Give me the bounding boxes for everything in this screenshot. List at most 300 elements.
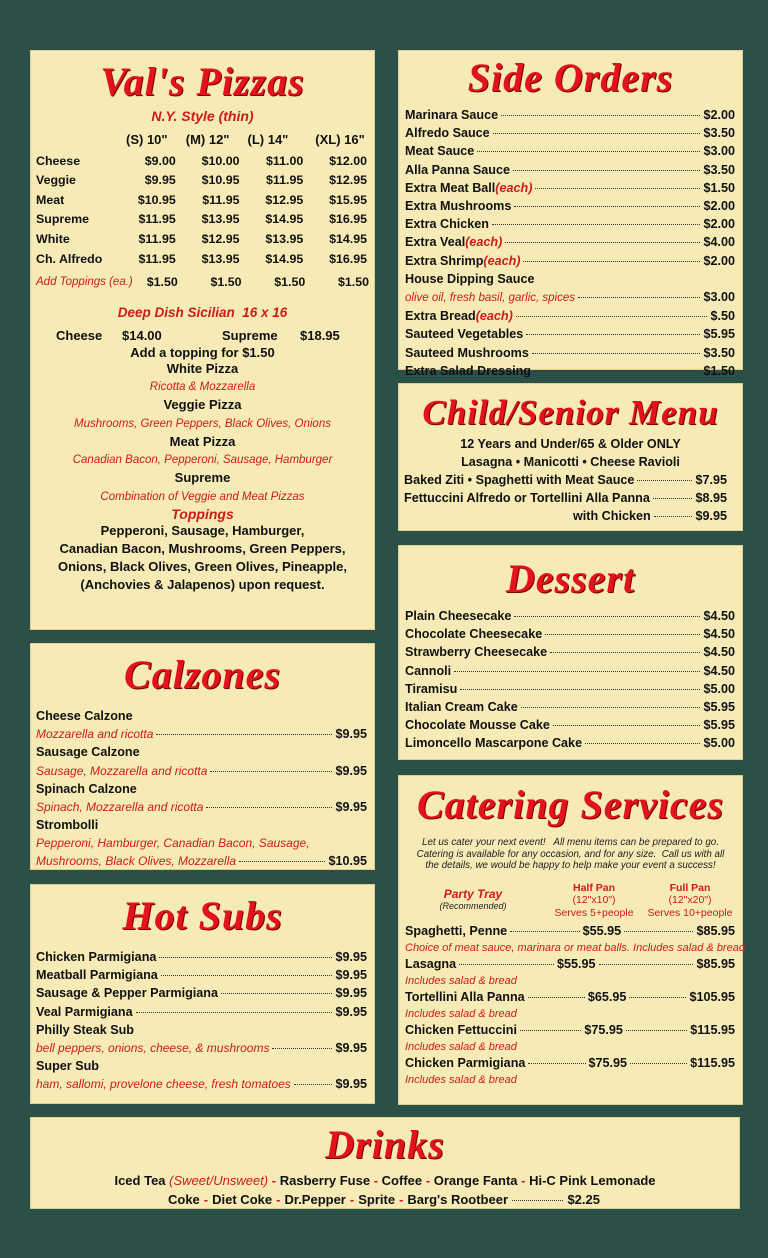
- catering-item-desc: Includes salad & bread: [405, 1073, 517, 1086]
- catering-list: [405, 923, 745, 1088]
- catering-full-price: $85.95: [696, 924, 736, 938]
- dessert-item: [405, 643, 735, 661]
- dessert-item: [405, 698, 735, 716]
- stromboli-price: $10.95: [328, 854, 367, 869]
- pizza-price: $11.95: [202, 192, 240, 207]
- super-sub-price: $9.95: [335, 1077, 367, 1092]
- drinks-title: Drinks: [325, 1122, 445, 1167]
- side-item-price: $3.50: [703, 162, 735, 177]
- leader-dots: [550, 652, 700, 653]
- pizza-name: Ch. Alfredo: [36, 251, 103, 266]
- sub-item-price: $9.95: [335, 986, 367, 1001]
- leader-dots: [459, 964, 554, 965]
- catering-item-desc: Includes salad & bread: [405, 1007, 517, 1020]
- add-toppings-label: Add Toppings (ea.): [36, 276, 133, 289]
- dessert-item-price: $5.00: [703, 681, 735, 696]
- stromboli-desc-2: Mushrooms, Black Olives, Mozzarella: [36, 854, 237, 869]
- pizza-price: $11.00: [266, 153, 304, 168]
- pizza-price: $9.00: [144, 153, 176, 168]
- dessert-item-label: Tiramisu: [405, 681, 458, 696]
- pizza-price: $11.95: [266, 173, 304, 188]
- catering-item-desc: Includes salad & bread: [405, 974, 517, 987]
- calzone-name: Cheese Calzone: [36, 709, 133, 723]
- side-item-label: Alla Panna Sauce: [405, 162, 510, 177]
- calzone-item: [36, 707, 367, 743]
- size-large: (L) 14": [247, 132, 289, 147]
- dessert-item-label: Limoncello Mascarpone Cake: [405, 736, 583, 751]
- catering-header: [398, 882, 743, 920]
- sub-item: [36, 984, 367, 1002]
- leader-dots: [520, 1030, 581, 1031]
- side-item-price: $3.50: [703, 345, 735, 360]
- leader-dots: [272, 1048, 332, 1049]
- leader-dots: [501, 115, 700, 116]
- leader-dots: [221, 993, 333, 994]
- pizza-row: [36, 152, 369, 172]
- super-sub-name: Super Sub: [36, 1059, 99, 1074]
- leader-dots: [532, 353, 701, 354]
- deep-dish-prices: [30, 328, 375, 343]
- dessert-item-price: $5.95: [703, 700, 735, 715]
- side-item-price: $1.50: [703, 180, 735, 195]
- deep-dish-title: Deep Dish Sicilian 16 x 16: [117, 304, 288, 320]
- catering-item-name: Tortellini Alla Panna: [405, 990, 525, 1004]
- side-item: [405, 179, 735, 197]
- dessert-item-price: $4.50: [703, 627, 735, 642]
- dessert-item: [405, 680, 735, 698]
- child-panel: [398, 383, 743, 531]
- catering-item-desc: Includes salad & bread: [405, 1040, 517, 1053]
- half-pan-size: (12"x10"): [572, 894, 616, 906]
- pizza-price: $11.95: [138, 251, 176, 266]
- specialty-name: Veggie Pizza: [163, 397, 242, 413]
- drink-separator: -: [521, 1173, 526, 1188]
- drink-coke: Coke: [168, 1192, 200, 1207]
- pizza-price: $10.95: [201, 173, 240, 188]
- pizza-price: $14.95: [329, 231, 367, 246]
- pizza-price: $14.95: [265, 212, 304, 227]
- full-pan-serves: Serves 10+people: [647, 906, 733, 919]
- dessert-item-price: $5.95: [703, 718, 735, 733]
- child-pasta-list: Lasagna • Manicotti • Cheese Ravioli: [461, 455, 680, 469]
- leader-dots: [505, 242, 700, 243]
- catering-half-price: $75.95: [584, 1023, 623, 1037]
- dessert-item-label: Chocolate Cheesecake: [405, 627, 543, 642]
- catering-item: [405, 1022, 735, 1055]
- pizza-price: $12.95: [265, 192, 304, 207]
- side-item: [405, 197, 735, 215]
- side-item: [405, 252, 735, 270]
- drink-separator: -: [271, 1173, 277, 1188]
- subs-panel: [30, 884, 375, 1104]
- specialty-desc: Mushrooms, Green Peppers, Black Olives, Onions: [74, 417, 331, 430]
- catering-title: Catering Services: [417, 782, 724, 827]
- dessert-item-label: Chocolate Mousse Cake: [405, 718, 550, 733]
- pizza-row: [36, 210, 369, 230]
- dessert-item-price: $4.50: [703, 609, 735, 623]
- full-pan-header: [640, 882, 740, 920]
- pizza-name: Meat: [36, 192, 65, 207]
- pizza-price: $11.95: [138, 231, 176, 246]
- recommended-label: (Recommended): [439, 901, 507, 911]
- side-item: [405, 124, 735, 142]
- side-item-price: $3.00: [703, 144, 735, 159]
- drink-separator: -: [399, 1192, 404, 1207]
- pizza-price: $16.95: [329, 212, 367, 227]
- sides-panel: [398, 50, 743, 378]
- philly-name: Philly Steak Sub: [36, 1022, 134, 1037]
- full-pan-size: (12"x20"): [668, 894, 712, 906]
- child-title: Child/Senior Menu: [422, 393, 719, 432]
- drink-separator: -: [276, 1192, 281, 1207]
- sides-title: Side Orders: [467, 55, 674, 100]
- sub-item: [36, 1003, 367, 1021]
- leader-dots: [578, 297, 700, 298]
- child-eligibility: 12 Years and Under/65 & Older ONLY: [460, 437, 681, 451]
- specialty-desc: Combination of Veggie and Meat Pizzas: [100, 490, 305, 503]
- drink-separator: -: [349, 1192, 355, 1207]
- side-item-price: $.50: [710, 309, 735, 324]
- dessert-item-label: Plain Cheesecake: [405, 609, 512, 623]
- child-chicken-label: with Chicken: [573, 509, 651, 524]
- subs-title: Hot Subs: [122, 893, 283, 938]
- side-item-note: (each): [475, 309, 513, 324]
- dessert-item-price: $4.50: [703, 663, 735, 678]
- side-item-note: (each): [465, 235, 503, 250]
- drink-separator: -: [425, 1173, 431, 1188]
- side-item-price: $1.50: [703, 363, 735, 378]
- leader-dots: [629, 997, 686, 998]
- leader-dots: [159, 957, 332, 958]
- philly-desc: bell peppers, onions, cheese, & mushrooms: [36, 1041, 270, 1056]
- dd-cheese-price: $14.00: [122, 327, 162, 343]
- size-xlarge: (XL) 16": [315, 132, 365, 147]
- leader-dots: [624, 931, 693, 932]
- catering-item-desc: Choice of meat sauce, marinara or meat balls. Includes salad & bread: [405, 941, 745, 954]
- dd-supreme-label: Supreme: [222, 327, 278, 343]
- calzone-price: $9.95: [335, 800, 367, 815]
- side-item-label: Alfredo Sauce: [405, 126, 490, 141]
- child-chicken-price: $9.95: [695, 509, 727, 524]
- pizza-price: $14.95: [265, 251, 304, 266]
- side-item: [405, 142, 735, 160]
- child-chicken-row: [573, 507, 727, 525]
- child-item: [404, 471, 727, 489]
- calzone-item: [36, 780, 367, 816]
- child-item-label: Baked Ziti • Spaghetti with Meat Sauce: [404, 473, 635, 487]
- catering-full-price: $85.95: [696, 957, 736, 971]
- side-item-label: Sauteed Vegetables: [405, 327, 524, 342]
- side-item: [405, 307, 735, 325]
- pizza-name: Cheese: [36, 153, 81, 168]
- specialty-desc: Ricotta & Mozzarella: [149, 381, 256, 394]
- side-item-price: $2.00: [703, 253, 735, 268]
- catering-half-price: $55.95: [582, 924, 622, 938]
- side-item-note: (each): [483, 253, 521, 268]
- pizza-name: Supreme: [36, 212, 90, 227]
- dd-cheese-label: Cheese: [56, 327, 103, 343]
- toppings-line: Canadian Bacon, Mushrooms, Green Peppers,: [59, 540, 346, 556]
- dessert-item-label: Cannoli: [405, 663, 452, 678]
- pizza-price-table: [36, 152, 369, 270]
- leader-dots: [526, 334, 700, 335]
- leader-dots: [534, 371, 700, 372]
- leader-dots: [528, 997, 585, 998]
- leader-dots: [136, 1012, 333, 1013]
- pizza-price: $12.95: [201, 231, 240, 246]
- stromboli-desc: Pepperoni, Hamburger, Canadian Bacon, Sausage,: [36, 836, 310, 851]
- dessert-item-label: Italian Cream Cake: [405, 700, 518, 715]
- leader-dots: [535, 188, 700, 189]
- side-item-label: Extra Meat Ball: [405, 180, 496, 195]
- catering-full-price: $115.95: [690, 1023, 736, 1037]
- topping-price-s: $1.50: [146, 275, 178, 290]
- dessert-item: [405, 607, 735, 625]
- drink-iced-tea: Iced Tea: [114, 1173, 166, 1188]
- side-item: [405, 344, 735, 362]
- calzones-panel: [30, 643, 375, 870]
- half-pan-label: Half Pan: [572, 881, 615, 894]
- leader-dots: [523, 261, 700, 262]
- catering-intro: [398, 837, 743, 872]
- stromboli-name: Strombolli: [36, 818, 99, 833]
- pizza-price: $11.95: [138, 212, 176, 227]
- pizza-price: $10.00: [201, 153, 240, 168]
- calzone-desc: Spinach, Mozzarella and ricotta: [36, 800, 204, 815]
- drink-pink-lemonade: Hi-C Pink Lemonade: [529, 1173, 656, 1188]
- catering-item-name: Spaghetti, Penne: [405, 924, 508, 938]
- leader-dots: [161, 975, 333, 976]
- side-item-label: Extra Shrimp: [405, 253, 484, 268]
- leader-dots: [460, 689, 700, 690]
- pizza-price: $16.95: [329, 251, 367, 266]
- drink-coffee: Coffee: [381, 1173, 423, 1188]
- side-item: [405, 106, 735, 124]
- dipping-sauce-price: $3.00: [703, 290, 735, 305]
- catering-intro-line: the details, we would be happy to help make your event a success!: [425, 860, 716, 871]
- calzone-price: $9.95: [335, 727, 367, 742]
- sub-item-label: Veal Parmigiana: [36, 1004, 133, 1019]
- calzone-name: Spinach Calzone: [36, 781, 137, 796]
- drink-rootbeer: Barg's Rootbeer: [407, 1192, 509, 1207]
- full-pan-label: Full Pan: [669, 881, 711, 894]
- catering-item: [405, 956, 735, 989]
- sub-item-price: $9.95: [335, 950, 367, 964]
- sub-list: [36, 948, 367, 1021]
- side-item-label: Sauteed Mushrooms: [405, 345, 529, 360]
- dessert-list: [405, 607, 735, 753]
- leader-dots: [599, 964, 694, 965]
- calzones-title: Calzones: [124, 652, 281, 697]
- add-toppings-row: [36, 273, 369, 293]
- dessert-item: [405, 734, 735, 752]
- pizza-name: White: [36, 231, 70, 246]
- side-item-price: $2.00: [703, 199, 735, 214]
- toppings-line: Onions, Black Olives, Green Olives, Pineapple,: [57, 558, 347, 574]
- catering-full-price: $105.95: [689, 990, 736, 1004]
- drink-iced-tea-note: (Sweet/Unsweet): [169, 1173, 269, 1188]
- pizzas-panel: [30, 50, 375, 630]
- pizzas-subtitle: N.Y. Style (thin): [151, 108, 254, 124]
- child-item-price: $8.95: [695, 491, 727, 506]
- catering-half-price: $55.95: [557, 957, 596, 971]
- drink-orange-fanta: Orange Fanta: [433, 1173, 518, 1188]
- drinks-price: $2.25: [567, 1192, 600, 1207]
- specialty-name: White Pizza: [166, 360, 239, 376]
- pizza-size-header: [36, 130, 369, 150]
- leader-dots: [206, 807, 332, 808]
- catering-half-price: $75.95: [588, 1056, 628, 1070]
- leader-dots: [514, 616, 700, 617]
- leader-dots: [528, 1063, 585, 1064]
- child-item-label: Fettuccini Alfredo or Tortellini Alla Panna: [404, 491, 650, 506]
- drink-diet-coke: Diet Coke: [212, 1192, 273, 1207]
- side-item: [405, 215, 735, 233]
- size-medium: (M) 12": [185, 132, 230, 147]
- dessert-panel: [398, 545, 743, 760]
- side-item-price: $3.50: [703, 126, 735, 141]
- leader-dots: [630, 1063, 687, 1064]
- calzone-item: [36, 743, 367, 779]
- child-item-price: $7.95: [695, 473, 727, 487]
- topping-price-m: $1.50: [210, 275, 242, 290]
- catering-intro-line: Let us cater your next event! All menu items can be prepared to go.: [422, 837, 719, 848]
- pizzas-title: Val's Pizzas: [100, 59, 305, 104]
- dessert-item-price: $4.50: [703, 645, 735, 660]
- pizza-price: $12.95: [329, 173, 367, 188]
- super-sub-desc: ham, sallomi, provelone cheese, fresh tomatoes: [36, 1077, 291, 1092]
- specialty-desc: Canadian Bacon, Pepperoni, Sausage, Hamburger: [72, 454, 333, 467]
- leader-dots: [585, 743, 700, 744]
- side-item-price: $2.00: [703, 217, 735, 232]
- side-item: [405, 161, 735, 179]
- sub-item-price: $9.95: [335, 968, 367, 983]
- leader-dots: [653, 498, 693, 499]
- toppings-line: Pepperoni, Sausage, Hamburger,: [100, 522, 305, 538]
- toppings-list: [30, 522, 375, 594]
- leader-dots: [637, 480, 692, 481]
- leader-dots: [477, 151, 700, 152]
- drink-sprite: Sprite: [358, 1192, 396, 1207]
- dessert-item-label: Strawberry Cheesecake: [405, 645, 548, 660]
- side-item-label: Extra Salad Dressing: [405, 363, 531, 378]
- drinks-line-2: [168, 1190, 600, 1209]
- party-tray-header: [398, 882, 548, 920]
- leader-dots: [545, 634, 700, 635]
- leader-dots: [493, 133, 701, 134]
- side-item-price: $2.00: [703, 108, 735, 122]
- catering-item-name: Chicken Parmigiana: [405, 1056, 526, 1070]
- pizza-price: $13.95: [265, 231, 304, 246]
- catering-item-name: Chicken Fettuccini: [405, 1023, 517, 1037]
- pizza-price: $9.95: [144, 173, 176, 188]
- dessert-item: [405, 625, 735, 643]
- catering-item-name: Lasagna: [405, 957, 457, 971]
- philly-item: [36, 1021, 367, 1094]
- half-pan-header: [548, 882, 640, 920]
- catering-item: [405, 923, 745, 956]
- sub-item-label: Sausage & Pepper Parmigiana: [36, 986, 218, 1001]
- dessert-item-price: $5.00: [703, 736, 735, 751]
- dd-supreme-price: $18.95: [300, 327, 340, 343]
- catering-full-price: $115.95: [690, 1056, 735, 1070]
- calzone-desc: Mozzarella and ricotta: [36, 727, 154, 742]
- sub-item-label: Meatball Parmigiana: [36, 968, 158, 983]
- side-item: [405, 325, 735, 343]
- specialty-pizzas: [30, 360, 375, 506]
- half-pan-serves: Serves 5+people: [554, 906, 634, 919]
- dessert-item: [405, 662, 735, 680]
- dipping-sauce-item: [405, 270, 735, 307]
- pizza-price: $15.95: [329, 192, 367, 207]
- leader-dots: [492, 224, 700, 225]
- child-item: [404, 489, 727, 507]
- calzone-name: Sausage Calzone: [36, 745, 140, 760]
- side-item-label: Marinara Sauce: [405, 108, 499, 122]
- size-small: (S) 10": [126, 132, 168, 147]
- side-item-label: Extra Mushrooms: [405, 199, 512, 214]
- sub-item-label: Chicken Parmigiana: [36, 950, 157, 964]
- pizza-name: Veggie: [36, 173, 76, 188]
- pizza-row: [36, 230, 369, 250]
- child-list: [404, 471, 727, 507]
- side-item-label: Extra Bread: [405, 309, 476, 324]
- sub-item: [36, 966, 367, 984]
- side-item-label: Extra Chicken: [405, 217, 489, 232]
- specialty-name: Supreme: [174, 470, 231, 486]
- pizza-row: [36, 191, 369, 211]
- dipping-sauce-name: House Dipping Sauce: [405, 271, 535, 286]
- side-item-price: $5.95: [703, 327, 735, 342]
- drinks-panel: [30, 1117, 740, 1209]
- leader-dots: [239, 861, 325, 862]
- catering-intro-line: Catering is available for any occasion, and for any size. Call us with all: [416, 848, 725, 860]
- leader-dots: [516, 316, 708, 317]
- catering-panel: [398, 775, 743, 1105]
- topping-price-l: $1.50: [274, 275, 306, 290]
- stromboli-item: [36, 816, 367, 870]
- pizza-row: [36, 250, 369, 270]
- topping-price-xl: $1.50: [337, 275, 369, 290]
- toppings-title: Toppings: [171, 505, 234, 522]
- sub-item-price: $9.95: [335, 1004, 367, 1019]
- side-item: [405, 362, 735, 380]
- side-item-label: Extra Veal: [405, 235, 466, 250]
- calzone-price: $9.95: [335, 763, 367, 778]
- party-tray-label: Party Tray: [443, 886, 503, 901]
- leader-dots: [510, 931, 579, 932]
- calzone-desc: Sausage, Mozzarella and ricotta: [36, 763, 208, 778]
- drinks-line-1: [30, 1171, 740, 1190]
- pizza-row: [36, 171, 369, 191]
- drink-separator: -: [373, 1173, 379, 1188]
- pizza-price: $12.00: [329, 153, 367, 168]
- leader-dots: [210, 771, 332, 772]
- leader-dots: [513, 170, 700, 171]
- drink-separator: -: [203, 1192, 209, 1207]
- leader-dots: [521, 707, 701, 708]
- leader-dots: [156, 734, 332, 735]
- specialty-name: Meat Pizza: [169, 433, 236, 449]
- leader-dots: [512, 1200, 563, 1201]
- side-item-label: Meat Sauce: [405, 144, 475, 159]
- pizza-price: $13.95: [201, 212, 240, 227]
- dessert-title: Dessert: [505, 556, 636, 601]
- sub-item: [36, 948, 367, 966]
- leader-dots: [294, 1084, 333, 1085]
- add-topping-note: Add a topping for $1.50: [130, 344, 275, 360]
- philly-price: $9.95: [335, 1041, 367, 1056]
